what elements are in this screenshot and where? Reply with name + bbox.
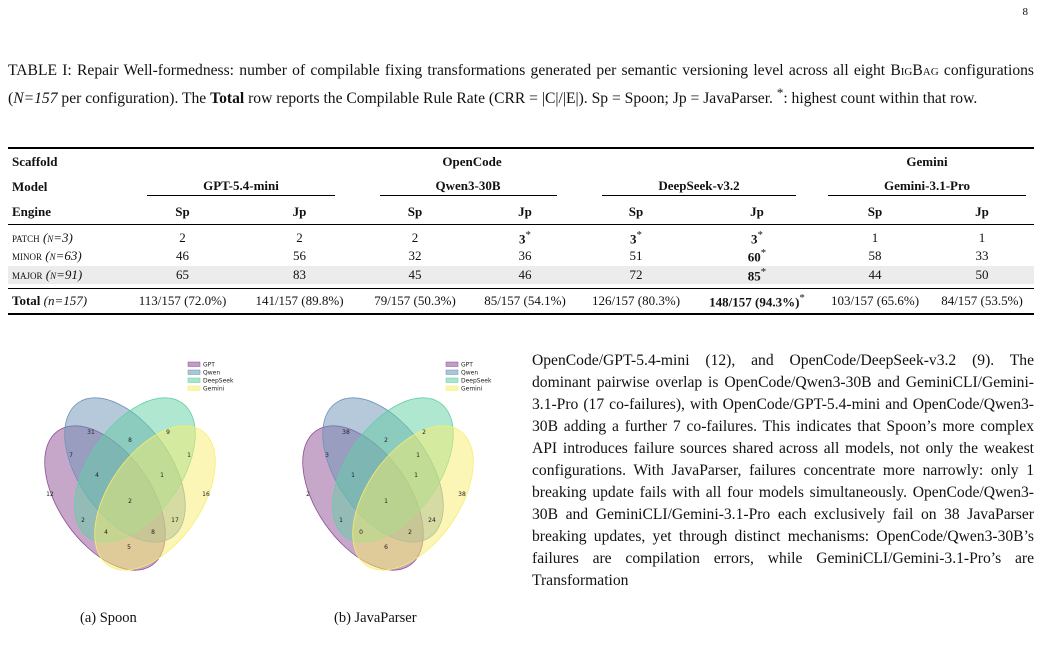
venn-count: 24: [428, 517, 436, 524]
venn-count: 2: [384, 437, 388, 444]
scaffold-header: Scaffold: [8, 148, 124, 174]
legend-gpt: GPT: [203, 361, 215, 369]
engine-cell: Sp: [358, 199, 472, 225]
venn-count: 38: [342, 429, 350, 436]
legend: [446, 362, 492, 393]
table-cell: 1: [871, 230, 879, 246]
table-cell-best: 3*: [519, 229, 531, 247]
table-cell: 2: [411, 230, 419, 246]
total-cell: 79/157 (50.3%): [358, 288, 472, 314]
venn-count: 2: [408, 529, 412, 536]
venn-count: 0: [359, 529, 363, 536]
model-deepseek: DeepSeek-v3.2: [602, 178, 795, 196]
subfigure-caption-javaparser: (b) JavaParser: [334, 610, 417, 626]
table-cell: 65: [124, 266, 241, 284]
venn-diagram-javaparser: [286, 350, 496, 580]
legend-qwen: Qwen: [203, 369, 221, 377]
legend-deepseek: DeepSeek: [203, 377, 234, 385]
engine-cell: Jp: [930, 199, 1034, 225]
total-cell: 84/157 (53.5%): [930, 288, 1034, 314]
table-cell: 2: [296, 230, 303, 246]
subfigure-caption-spoon: (a) Spoon: [80, 610, 137, 626]
scaffold-opencode: OpenCode: [124, 148, 820, 174]
table-cell: 36: [518, 248, 532, 264]
venn-count: 1: [414, 472, 418, 479]
model-header: Model: [12, 178, 48, 194]
scaffold-gemini: Gemini: [820, 148, 1034, 174]
row-label-major: major (n=91): [8, 266, 124, 284]
venn-count: 4: [95, 472, 99, 479]
table-cell: 58: [868, 248, 882, 264]
row-label-patch: patch (n=3): [12, 230, 73, 246]
table-cell: 46: [176, 248, 189, 264]
table-cell: 56: [293, 248, 306, 264]
total-cell: 113/157 (72.0%): [124, 288, 241, 314]
legend-qwen: Qwen: [461, 369, 479, 377]
legend-gemini: Gemini: [203, 385, 225, 393]
venn-count: 7: [69, 452, 73, 459]
table-cell: 44: [820, 266, 930, 284]
legend-deepseek: DeepSeek: [461, 377, 492, 385]
total-cell: 126/157 (80.3%): [578, 288, 694, 314]
table-cell: 72: [578, 266, 694, 284]
venn-count: 6: [384, 544, 388, 551]
compilability-table: [8, 147, 1034, 315]
venn-count: 2: [306, 491, 310, 498]
page-number: 8: [1022, 6, 1028, 18]
venn-count: 8: [151, 529, 155, 536]
table-cell: 46: [472, 266, 578, 284]
venn-count: 16: [202, 491, 210, 498]
legend: [188, 362, 234, 393]
venn-count: 1: [416, 452, 420, 459]
table-cell: 51: [629, 248, 643, 264]
total-cell: 103/157 (65.6%): [820, 288, 930, 314]
venn-count: 2: [81, 517, 85, 524]
venn-count: 38: [458, 491, 466, 498]
table-cell-best: 85*: [694, 266, 820, 284]
venn-count: 5: [127, 544, 131, 551]
venn-count: 1: [339, 517, 343, 524]
venn-count: 31: [87, 429, 95, 436]
table-cell: 83: [241, 266, 358, 284]
total-cell: 141/157 (89.8%): [241, 288, 358, 314]
total-cell: 85/157 (54.1%): [472, 288, 578, 314]
venn-count: 2: [128, 498, 132, 505]
table-cell: 50: [930, 266, 1034, 284]
row-label-minor: minor (n=63): [12, 248, 82, 264]
venn-count: 9: [166, 429, 170, 436]
engine-cell: Sp: [124, 199, 241, 225]
engine-cell: Jp: [472, 199, 578, 225]
venn-count: 1: [351, 472, 355, 479]
table-cell: 32: [408, 248, 422, 264]
body-paragraph: OpenCode/GPT-5.4-mini (12), and OpenCode/DeepSeek-v3.2 (9). The dominant pairwise overlap is OpenCode/Qwen3-30B and GeminiCLI/Gemini-3.1-Pro (17 co-failures), with OpenCode/GPT-5.4-mini and OpenCode/Qwen3-30B adding a further 7 co-failures. This indicates that Spoon’s more complex API introduces failure sources shared across all models, not only the weakest configurations. With JavaParser, failures concentrate more narrowly: only 1 breaking update fails with all four models simultaneously. OpenCode/Qwen3-30B and GeminiCLI/Gemini-3.1-Pro each exclusively fail on 38 JavaParser breaking updates, yet through distinct mechanisms: OpenCode/Qwen3-30B’s failures are compilation errors, while GeminiCLI/Gemini-3.1-Pro’s are Transformation: [532, 352, 1034, 589]
engine-cell: Jp: [694, 199, 820, 225]
table-cell: 2: [179, 230, 186, 246]
engine-cell: Sp: [820, 199, 930, 225]
venn-count: 1: [160, 472, 164, 479]
venn-diagram-spoon: [28, 350, 238, 580]
venn-count: 3: [325, 452, 329, 459]
engine-cell: Jp: [241, 199, 358, 225]
table-cell-best: 3*: [630, 229, 642, 247]
table-cell-best: 3*: [751, 229, 763, 247]
model-gemini: Gemini-3.1-Pro: [828, 178, 1026, 196]
engine-cell: Sp: [578, 199, 694, 225]
legend-gpt: GPT: [461, 361, 473, 369]
model-gpt: GPT-5.4-mini: [147, 178, 335, 196]
table-cell: 45: [358, 266, 472, 284]
table-cell-best: 60*: [747, 247, 767, 265]
total-cell-best: 148/157 (94.3%)*: [694, 288, 820, 314]
venn-count: 1: [384, 498, 388, 505]
table-cell: 1: [978, 230, 986, 246]
table-caption: TABLE I: Repair Well-formedness: number of compilable fixing transformations generated per semantic versioning level across all eight BigBag configurations (N=157 per configuration). The Total row reports the Compilable Rule Rate (CRR = |C|/|E|). Sp = Spoon; Jp = JavaParser. *: highest count within that row.: [8, 62, 1034, 107]
venn-count: 4: [104, 529, 108, 536]
model-qwen: Qwen3-30B: [380, 178, 557, 196]
engine-header: Engine: [8, 199, 124, 225]
row-label-total: Total (n=157): [8, 288, 124, 314]
venn-count: 1: [187, 452, 191, 459]
venn-count: 17: [171, 517, 179, 524]
legend-gemini: Gemini: [461, 385, 483, 393]
venn-count: 8: [128, 437, 132, 444]
venn-count: 12: [46, 491, 54, 498]
venn-count: 2: [422, 429, 426, 436]
table-cell: 33: [975, 248, 989, 264]
